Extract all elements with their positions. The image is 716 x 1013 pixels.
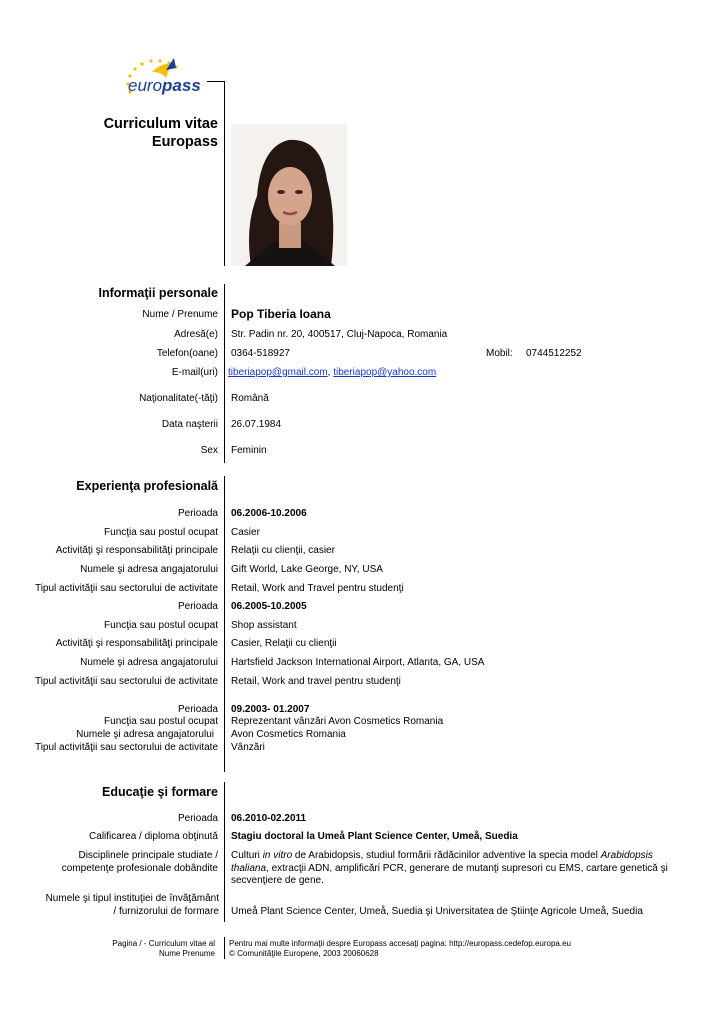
mobile-value: 0744512252 [526, 348, 582, 359]
phone-value: 0364-518927 [231, 348, 290, 359]
footer-left [112, 939, 215, 959]
job3-employer: Avon Cosmetics Romania [231, 729, 346, 740]
job2-sector-label: Tipul activităţii sau sectorului de activitate [34, 676, 218, 687]
edu-subjects-line2 [231, 863, 668, 876]
experience-heading: Experienţa profesională [76, 479, 218, 493]
cv-title [104, 115, 218, 151]
job1-sector-label: Tipul activităţii sau sectorului de activitate [34, 583, 218, 594]
nationality-value: Română [231, 393, 269, 404]
footer-divider [224, 937, 225, 959]
job3-sector-label: Tipul activităţii sau sectorului de activitate [34, 742, 218, 753]
edu-subjects-text-a: Culturi [231, 850, 263, 861]
edu-period-label: Perioada [177, 813, 218, 824]
edu-subjects [231, 850, 668, 888]
job1-activities: Relaţii cu clienţii, casier [231, 545, 335, 556]
edu-qual: Stagiu doctoral la Umeå Plant Science Center, Umeå, Suedia [231, 831, 518, 842]
cv-title-line2: Europass [151, 134, 218, 150]
email-link-2[interactable]: tiberiapop@yahoo.com [333, 367, 437, 378]
job2-period-label: Perioada [177, 601, 218, 612]
edu-subjects-label-line2: competenţe profesionale dobândite [61, 862, 218, 874]
logo-text-euro: euro [128, 76, 163, 95]
edu-inst-label-line1: Numele şi tipul instituţiei de învăţământ [45, 893, 219, 904]
edu-subjects-line3: secvenţiere de gene. [231, 875, 324, 886]
job2-position: Shop assistant [231, 620, 297, 631]
edu-subjects-label-line1: Disciplinele principale studiate / [78, 850, 218, 861]
job1-position-label: Funcţia sau postul ocupat [104, 527, 218, 538]
logo-text-pass: pass [162, 76, 201, 95]
job2-employer-label: Numele şi adresa angajatorului [80, 657, 218, 668]
mobile-label: Mobil: [486, 348, 513, 359]
job1-period-label: Perioada [177, 508, 218, 519]
job3-sector: Vânzări [231, 742, 265, 753]
footer-right-line2: © Comunităţile Europene, 2003 20060628 [229, 949, 379, 958]
job2-employer: Hartsfield Jackson International Airport, Atlanta, GA, USA [231, 657, 485, 668]
edu-inst-label-line2: / furnizorului de formare [113, 905, 219, 917]
edu-inst: Umeå Plant Science Center, Umeå, Suedia şi Universitatea de Ştiinţe Agricole Umeå, Suedia [231, 906, 643, 917]
portrait-photo [231, 124, 347, 266]
edu-subjects-text-c: de Arabidopsis, studiul formării rădăcinilor adventive la specia model [292, 850, 601, 861]
email-values [228, 367, 436, 379]
name-label: Nume / Prenume [142, 309, 218, 320]
birth-value: 26.07.1984 [231, 419, 282, 430]
email-label: E-mail(uri) [171, 367, 218, 378]
sex-value: Feminin [231, 445, 267, 456]
job2-activities: Casier, Relaţii cu clienţii [231, 638, 337, 649]
edu-inst-label [46, 893, 219, 918]
job1-activities-label: Activităţi şi responsabilităţi principale [55, 545, 218, 556]
email-link-1[interactable]: tiberiapop@gmail.com [228, 367, 328, 378]
name-value: Pop Tiberia Ioana [231, 307, 331, 321]
job2-period: 06.2005-10.2005 [231, 601, 307, 612]
address-label: Adresă(e) [174, 329, 218, 340]
job3-period: 09.2003- 01.2007 [231, 704, 310, 715]
education-divider [224, 782, 225, 922]
sex-label: Sex [200, 445, 218, 456]
address-value: Str. Padin nr. 20, 400517, Cluj-Napoca, Romania [231, 329, 448, 340]
footer-left-line2: Nume Prenume [158, 949, 215, 958]
job2-position-label: Funcţia sau postul ocupat [104, 620, 218, 631]
edu-period: 06.2010-02.2011 [231, 813, 307, 824]
job2-sector: Retail, Work and travel pentru studenţi [231, 676, 401, 687]
job3-position-label: Funcţia sau postul ocupat [104, 716, 218, 727]
experience-divider [224, 476, 225, 772]
edu-subjects-italic-invitro: in vitro [262, 850, 293, 861]
footer-right-line1: Pentru mai multe informaţii despre Europass accesaţi pagina: http://europass.cedefop.europa.eu [229, 939, 571, 948]
edu-subjects-text-l2: , extracţii ADN, amplificări PCR, generare de mutanţi supresori cu EMS, cartare genetică şi [266, 862, 668, 874]
job1-position: Casier [231, 527, 260, 538]
personal-divider [224, 284, 225, 463]
edu-subjects-line1 [231, 850, 668, 863]
footer-right [229, 939, 571, 959]
job1-sector: Retail, Work and Travel pentru studenţi [231, 583, 404, 594]
nationality-label: Naţionalitate(-tăţi) [139, 393, 218, 404]
phone-label: Telefon(oane) [156, 348, 218, 359]
personal-heading: Informaţii personale [98, 286, 218, 300]
footer-left-line1: Pagina / - Curriculum vitae al [112, 939, 215, 948]
edu-qual-label: Calificarea / diploma obţinută [89, 831, 218, 842]
header-divider [224, 81, 225, 266]
job1-employer-label: Numele şi adresa angajatorului [80, 564, 218, 575]
job3-position: Reprezentant vânzări Avon Cosmetics Romania [231, 716, 444, 727]
edu-subjects-italic-thaliana: thaliana [231, 862, 267, 874]
edu-subjects-italic-arabidopsis: Arabidopsis [600, 850, 653, 861]
job1-employer: Gift World, Lake George, NY, USA [231, 564, 383, 575]
birth-label: Data naşterii [161, 419, 218, 430]
education-heading: Educaţie şi formare [101, 785, 218, 799]
email-separator: , [327, 367, 331, 378]
job1-period: 06.2006-10.2006 [231, 508, 307, 519]
logo-rule [207, 81, 225, 82]
edu-subjects-label [62, 850, 218, 875]
cv-title-line1: Curriculum vitae [103, 116, 218, 132]
job3-employer-label: Numele şi adresa angajatorului [76, 729, 214, 740]
job3-period-label: Perioada [177, 704, 218, 715]
job2-activities-label: Activităţi şi responsabilităţi principale [55, 638, 218, 649]
europass-logo [122, 50, 232, 110]
